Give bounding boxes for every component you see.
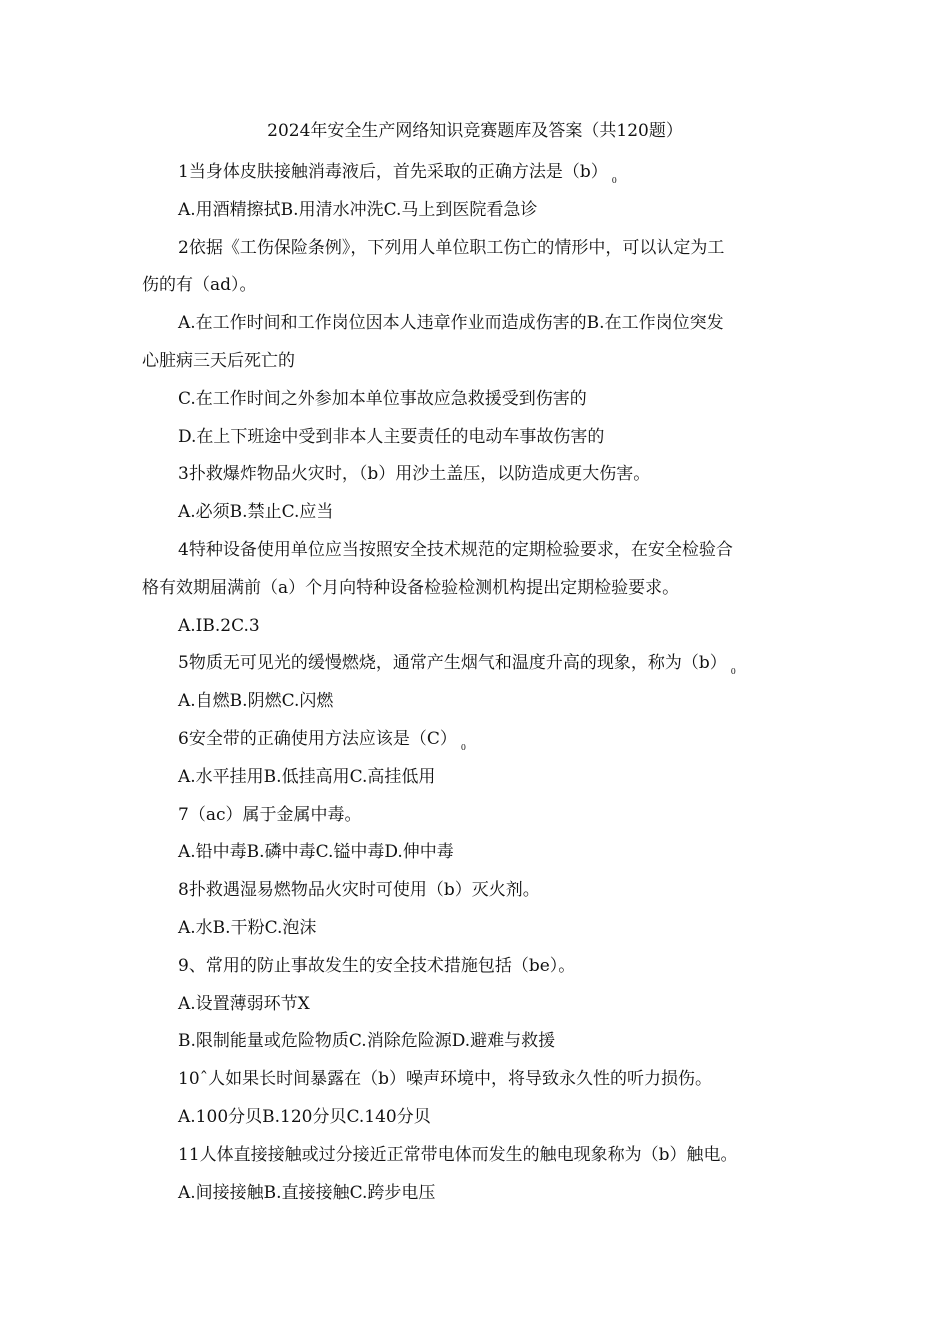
text-line [142, 1137, 812, 1175]
text-line [142, 381, 812, 419]
text-line [142, 570, 812, 608]
text-line [142, 948, 812, 986]
line-text: A.在工作时间和工作岗位因本人违章作业而造成伤害的B.在工作岗位突发 [178, 313, 724, 334]
line-text: 8扑救遇湿易燃物品火灾时可使用（b）灭火剂。 [178, 880, 540, 901]
line-text: 9、常用的防止事故发生的安全技术措施包括（be）。 [178, 955, 576, 976]
text-line [142, 1099, 812, 1137]
line-text: A.水B.干粉C.泡沫 [178, 917, 317, 938]
line-text: 7（ac）属于金属中毒。 [178, 804, 362, 825]
line-text: 1当身体皮肤接触消毒液后，首先采取的正确方法是（b） [178, 162, 608, 182]
text-line [142, 532, 812, 570]
text-line [142, 192, 812, 230]
text-line [142, 797, 812, 835]
text-line [142, 267, 812, 305]
text-line [142, 419, 812, 457]
line-text: A.用酒精擦拭B.用清水冲洗C.马上到医院看急诊 [178, 199, 538, 220]
line-text: A.100分贝B.120分贝C.140分贝 [178, 1106, 431, 1127]
text-line [142, 608, 812, 646]
line-text: A.自燃B.阴燃C.闪燃 [178, 691, 334, 712]
line-text: 心脏病三天后死亡的 [142, 350, 295, 371]
line-text: A.水平挂用B.低挂高用C.高挂低用 [178, 766, 436, 787]
text-line [142, 872, 812, 910]
text-line [142, 721, 812, 759]
line-text: B.限制能量或危险物质C.消除危险源D.避难与救援 [178, 1031, 556, 1052]
line-mark: 0 [611, 176, 617, 185]
text-line [142, 343, 812, 381]
line-text: D.在上下班途中受到非本人主要责任的电动车事故伤害的 [178, 426, 605, 447]
line-text: 5物质无可见光的缓慢燃烧，通常产生烟气和温度升高的现象，称为（b） [178, 653, 727, 674]
text-line [142, 1061, 812, 1099]
line-text: 2依据《工伤保险条例》，下列用人单位职工伤亡的情形中，可以认定为工 [178, 237, 725, 258]
document-body [142, 154, 812, 1212]
line-text: 10ˆ人如果长时间暴露在（b）噪声环境中，将导致永久性的听力损伤。 [178, 1069, 713, 1090]
text-line [142, 910, 812, 948]
text-line [142, 305, 812, 343]
text-line [142, 154, 812, 192]
text-line [142, 1175, 812, 1213]
text-line [142, 759, 812, 797]
text-line [142, 645, 812, 683]
line-text: 6安全带的正确使用方法应该是（C） [178, 728, 457, 749]
text-line [142, 1023, 812, 1061]
line-text: 4特种设备使用单位应当按照安全技术规范的定期检验要求，在安全检验合 [178, 539, 733, 560]
line-text: A.铅中毒B.磷中毒C.镒中毒D.伸中毒 [178, 842, 454, 863]
line-text: 格有效期届满前（a）个月向特种设备检验检测机构提出定期检验要求。 [142, 577, 680, 598]
line-text: 11人体直接接触或过分接近正常带电体而发生的触电现象称为（b）触电。 [178, 1144, 738, 1165]
text-line [142, 834, 812, 872]
text-line [142, 986, 812, 1024]
line-mark: 0 [730, 667, 736, 677]
line-text: C.在工作时间之外参加本单位事故应急救援受到伤害的 [178, 388, 587, 409]
line-mark: 0 [460, 742, 466, 752]
text-line [142, 683, 812, 721]
line-text: A.设置薄弱环节X [178, 993, 310, 1014]
line-text: A.IB.2C.3 [178, 615, 260, 636]
text-line [142, 456, 812, 494]
line-text: 伤的有（ad）。 [142, 275, 257, 296]
line-text: A.间接接触B.直接接触C.跨步电压 [178, 1182, 436, 1203]
document-title: 2024年安全生产网络知识竞赛题库及答案（共120题） [267, 121, 683, 141]
line-text: 3扑救爆炸物品火灾时，（b）用沙土盖压，以防造成更大伤害。 [178, 464, 651, 485]
text-line [142, 494, 812, 532]
text-line [142, 230, 812, 268]
line-text: A.必须B.禁止C.应当 [178, 502, 334, 523]
